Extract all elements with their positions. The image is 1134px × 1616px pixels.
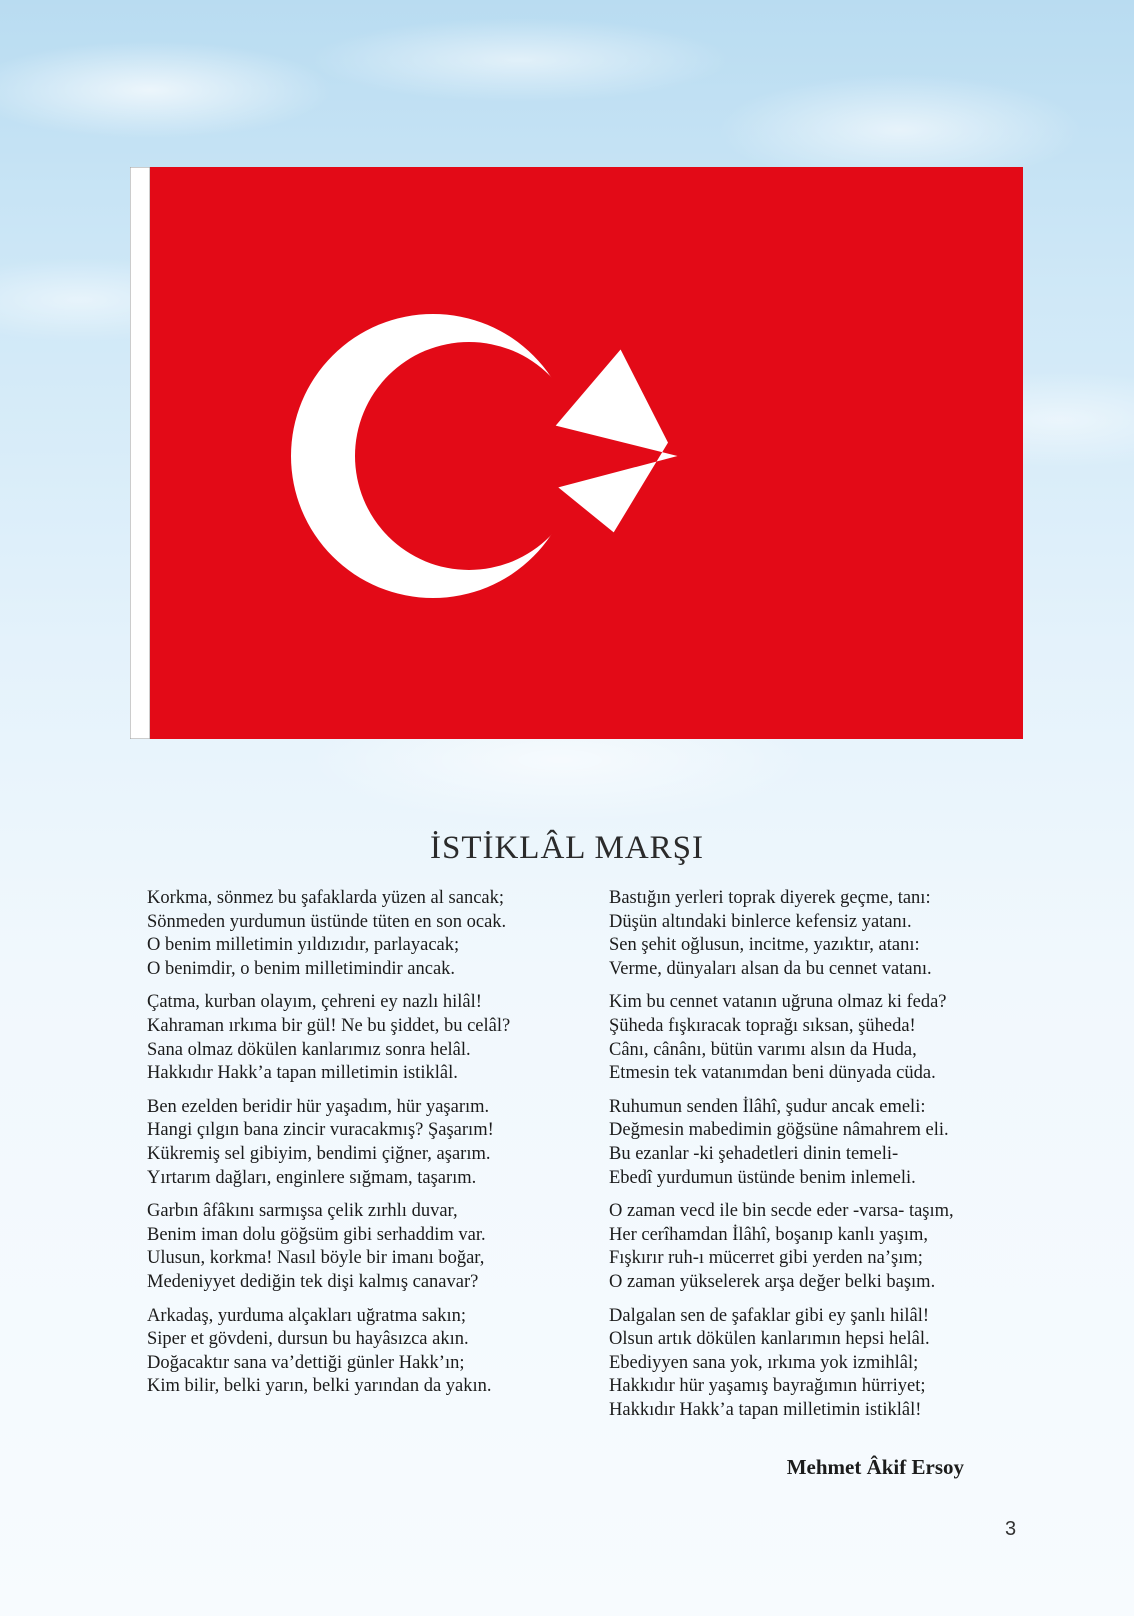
verse-line: Fışkırır ruh-ı mücerret gibi yerden na’şım; (609, 1248, 923, 1269)
verse-line: Kükremiş sel gibiyim, bendimi çiğner, aşarım. (147, 1143, 491, 1164)
stanza (609, 991, 1029, 1085)
stanza (609, 887, 1029, 981)
verse-line: O zaman yükselerek arşa değer belki başım. (609, 1271, 936, 1292)
stanza (147, 1200, 577, 1294)
verse-line: Korkma, sönmez bu şafaklarda yüzen al sancak; (147, 888, 505, 908)
verse-line: Yırtarım dağları, enginlere sığmam, taşarım. (147, 1167, 477, 1188)
verse-line: Hakkıdır Hakk’a tapan milletimin istiklâl! (609, 1399, 922, 1420)
verse-line: Şüheda fışkıracak toprağı sıksan, şüheda! (609, 1015, 916, 1036)
verse-line: Sönmeden yurdumun üstünde tüten en son ocak. (147, 911, 507, 932)
verse-line: Hakkıdır Hakk’a tapan milletimin istiklâl. (147, 1063, 458, 1084)
stanza (147, 991, 577, 1085)
verse-line: Ebediyyen sana yok, ırkıma yok izmihlâl; (609, 1352, 919, 1373)
stanza (147, 1305, 577, 1399)
anthem-title: İSTİKLÂL MARŞI (429, 830, 705, 866)
verse-line: Sen şehit oğlusun, incitme, yazıktır, atanı: (609, 935, 920, 956)
verse-line: Hangi çılgın bana zincir vuracakmış? Şaşarım! (147, 1120, 494, 1141)
stanza (609, 1096, 1029, 1190)
verse-line: Sana olmaz dökülen kanlarımız sonra helâl. (147, 1039, 471, 1060)
stanza (147, 1096, 577, 1190)
verse-line: Her cerîhamdan İlâhî, boşanıp kanlı yaşım, (609, 1224, 929, 1245)
verse-line: Medeniyyet dediğin tek dişi kalmış canavar? (147, 1271, 479, 1292)
page-number: 3 (1005, 1518, 1017, 1540)
verse-line: Bu ezanlar -ki şehadetleri dinin temeli- (609, 1143, 899, 1164)
verse-line: Ebedî yurdumun üstünde benim inlemeli. (609, 1167, 916, 1188)
verse-line: Cânı, cânânı, bütün varımı alsın da Huda, (609, 1039, 917, 1060)
verse-line: Etmesin tek vatanımdan beni dünyada cüda. (609, 1063, 936, 1084)
verse-line: Hakkıdır hür yaşamış bayrağımın hürriyet; (609, 1376, 926, 1397)
verse-line: O benim milletimin yıldızıdır, parlayacak; (147, 935, 460, 956)
verse-line: O benimdir, o benim milletimindir ancak. (147, 958, 456, 979)
verse-line: Kahraman ırkıma bir gül! Ne bu şiddet, bu celâl? (147, 1015, 511, 1036)
stanza (609, 1305, 1029, 1423)
verse-line: Dalgalan sen de şafaklar gibi ey şanlı hilâl! (609, 1305, 930, 1326)
verse-line: Ulusun, korkma! Nasıl böyle bir imanı boğar, (147, 1248, 485, 1269)
verse-line: Verme, dünyaları alsan da bu cennet vatanı. (609, 958, 932, 979)
verse-line: Arkadaş, yurduma alçakları uğratma sakın; (147, 1305, 467, 1326)
verse-line: Ruhumun senden İlâhî, şudur ancak emeli: (609, 1096, 926, 1117)
verse-line: Kim bilir, belki yarın, belki yarından da yakın. (147, 1376, 492, 1397)
author-name: Mehmet Âkif Ersoy (786, 1455, 964, 1479)
verse-line: Düşün altındaki binlerce kefensiz yatanı. (609, 911, 912, 932)
verse-line: Ben ezelden beridir hür yaşadım, hür yaşarım. (147, 1096, 490, 1117)
stanza (147, 887, 577, 981)
left-column (147, 887, 577, 1409)
verse-line: Kim bu cennet vatanın uğruna olmaz ki feda? (609, 992, 947, 1013)
crescent-icon (130, 167, 1023, 739)
verse-line: Çatma, kurban olayım, çehreni ey nazlı hilâl! (147, 992, 482, 1013)
verse-line: Değmesin mabedimin göğsüne nâmahrem eli. (609, 1120, 949, 1141)
verse-line: Bastığın yerleri toprak diyerek geçme, tanı: (609, 888, 931, 908)
verse-line: Benim iman dolu göğsüm gibi serhaddim var. (147, 1224, 486, 1245)
verse-line: Siper et gövdeni, dursun bu hayâsızca akın. (147, 1329, 469, 1350)
stanza (609, 1200, 1029, 1294)
turkish-flag (130, 167, 1023, 739)
right-column (609, 887, 1029, 1432)
verse-line: Olsun artık dökülen kanlarımın hepsi helâl. (609, 1329, 930, 1350)
verse-line: Garbın âfâkını sarmışsa çelik zırhlı duvar, (147, 1201, 458, 1222)
verse-line: Doğacaktır sana va’dettiği günler Hakk’ın; (147, 1352, 465, 1373)
verse-line: O zaman vecd ile bin secde eder -varsa- taşım, (609, 1201, 954, 1222)
